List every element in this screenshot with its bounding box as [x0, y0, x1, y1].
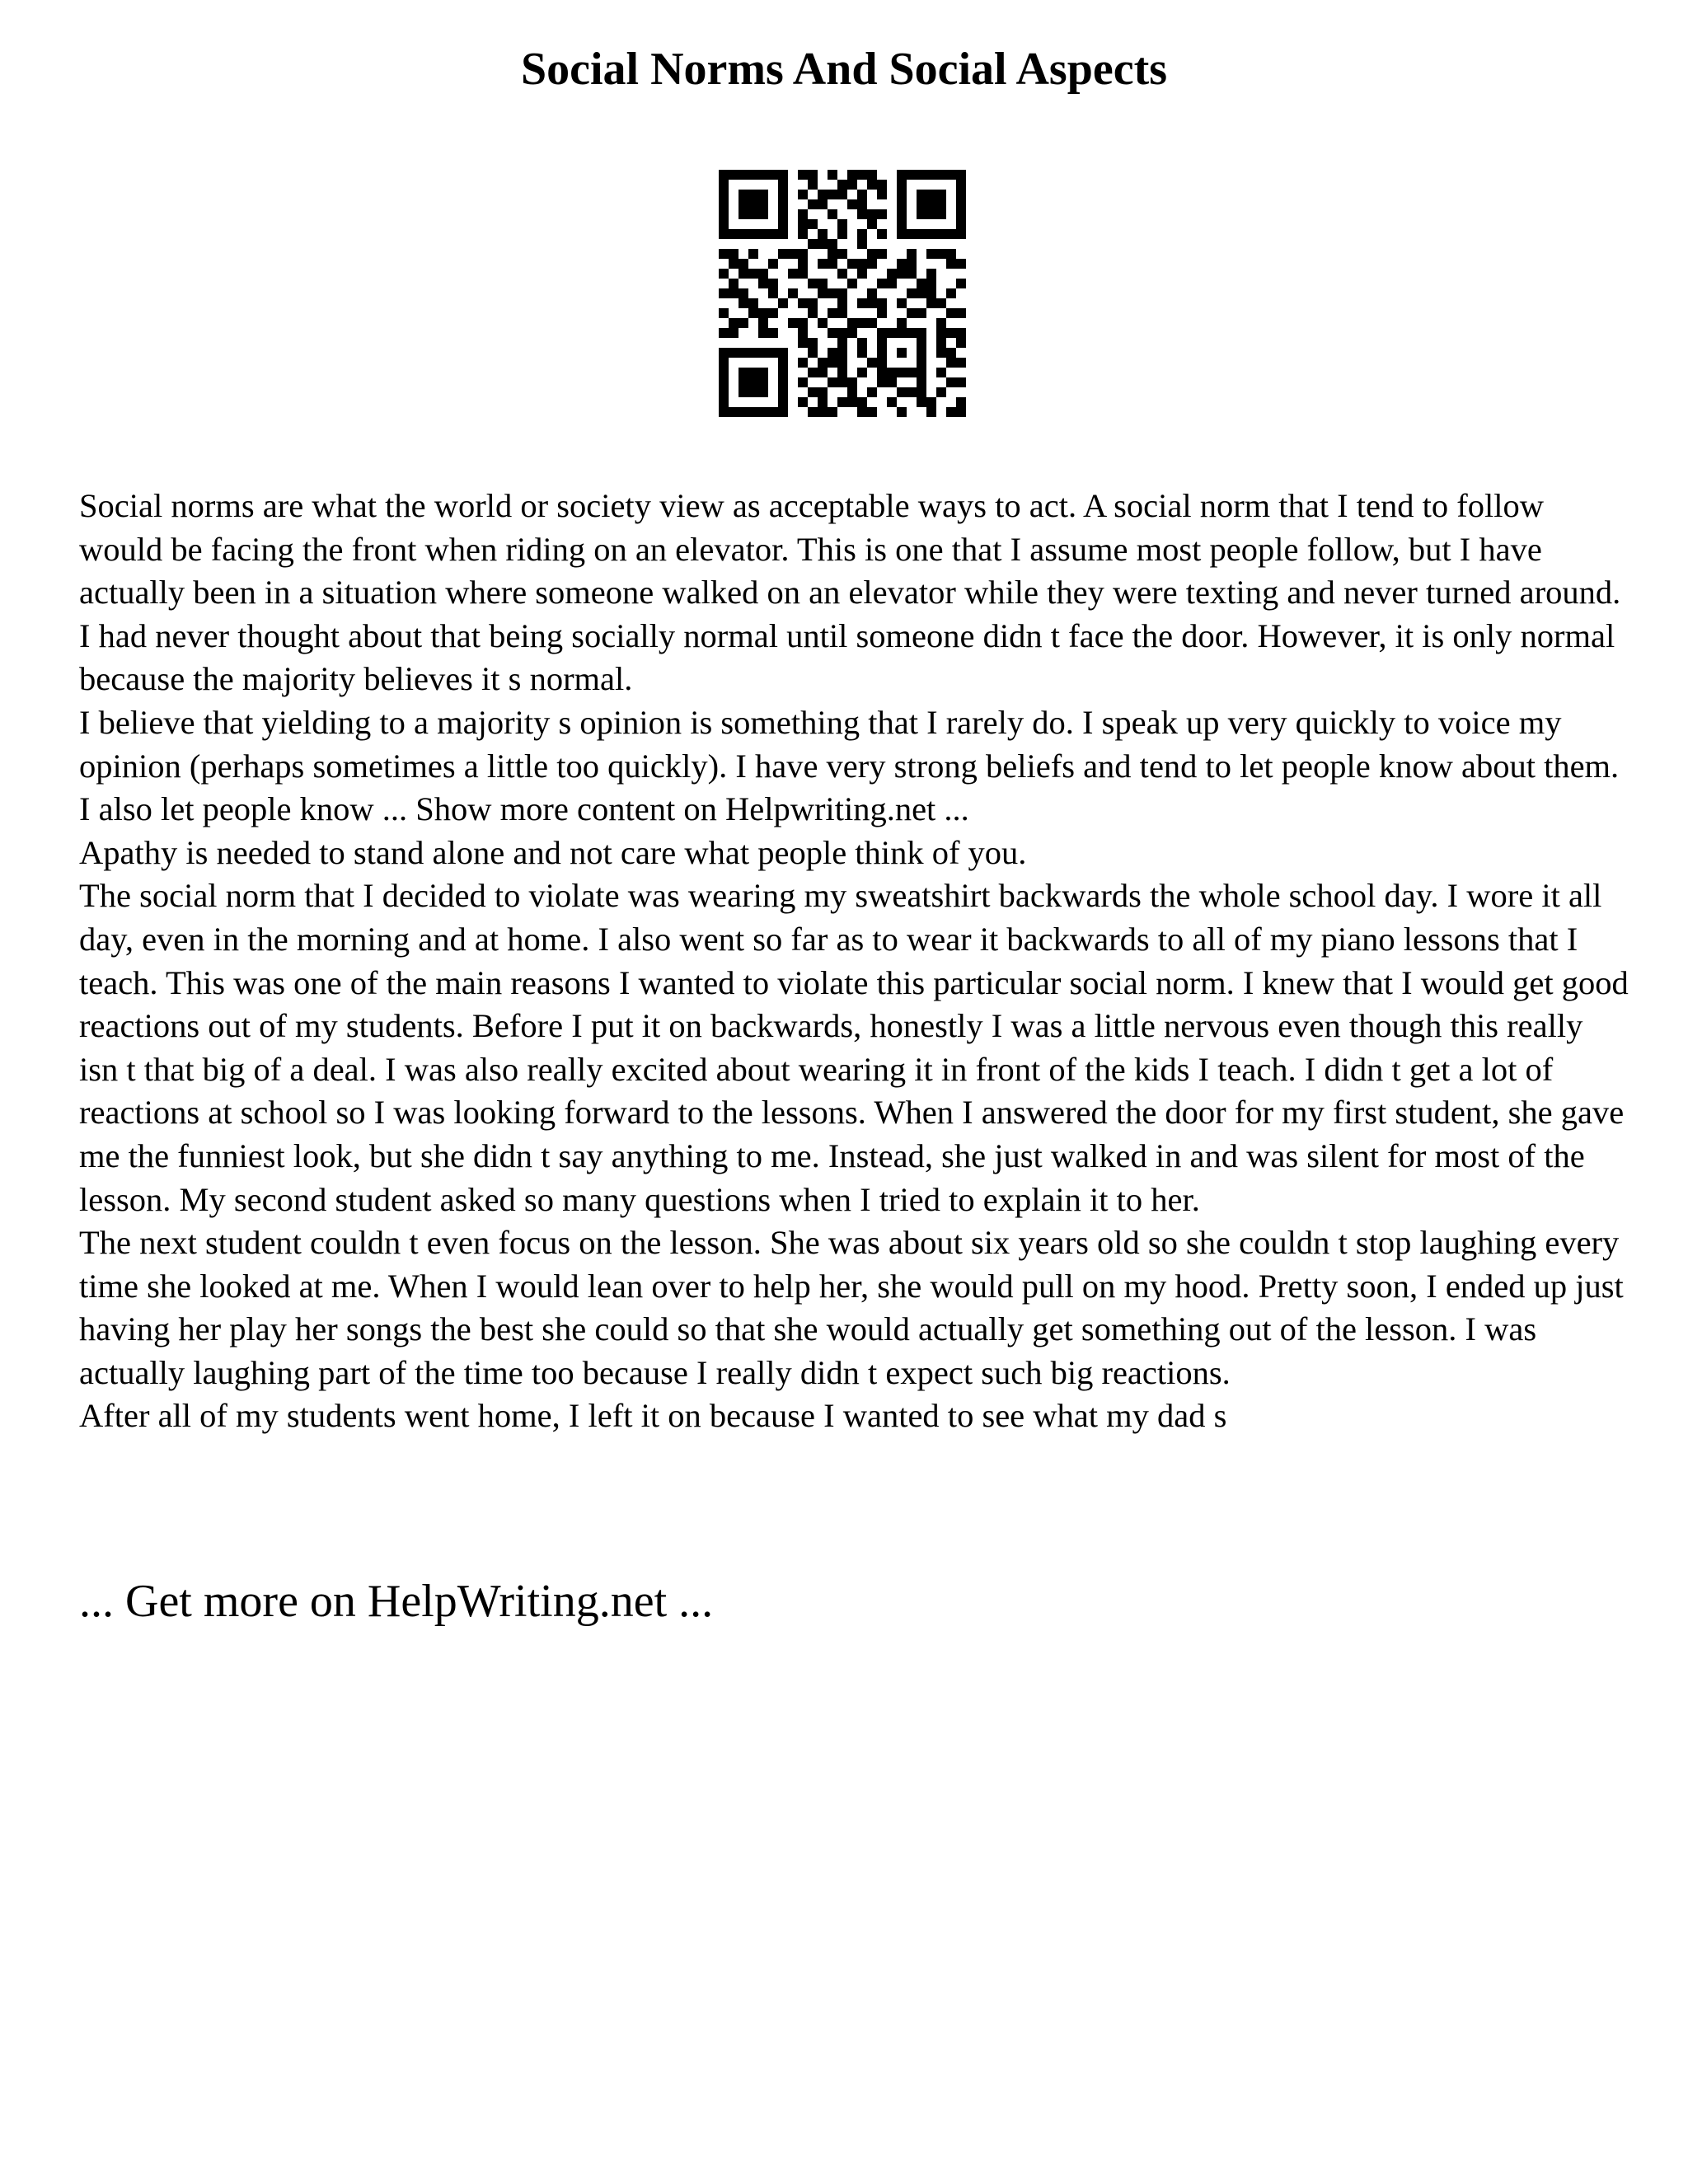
body-text [79, 485, 1629, 1438]
paragraph: Apathy is needed to stand alone and not care what people think of you. [79, 833, 1027, 871]
paragraph: The social norm that I decided to violate was wearing my sweatshirt backwards the whole school day. I wore it all day, even in the morning and at home. I also went so far as to wear it backwards to all of my piano lessons that I teach. This was one of the main reasons I wanted to violate this particular social norm. I knew that I would get good reactions out of my students. Before I put it on backwards, honestly I was a little nervous even though this really isn t that big of a deal. I was also really excited about wearing it in front of the kids I teach. I didn t get a lot of reactions at school so I was looking forward to the lessons. When I answered the door for my first student, she gave me the funniest look, but she didn t say anything to me. Instead, she just walked in and was silent for most of the lesson. My second student asked so many questions when I tried to explain it to her. [79, 877, 1629, 1218]
qr-code-icon [719, 170, 966, 417]
page-title: Social Norms And Social Aspects [520, 44, 1168, 95]
paragraph: After all of my students went home, I left it on because I wanted to see what my dad s [79, 1397, 1227, 1435]
get-more-link[interactable]: ... Get more on HelpWriting.net ... [79, 1576, 714, 1627]
paragraph: Social norms are what the world or society view as acceptable ways to act. A social norm that I tend to follow would be facing the front when riding on an elevator. This is one that I assume most people follow, but I have actually been in a situation where someone walked on an elevator while they were texting and never turned around. I had never thought about that being socially normal until someone didn t face the door. However, it is only normal because the majority believes it s normal. [79, 487, 1621, 698]
paragraph: I believe that yielding to a majority s opinion is something that I rarely do. I speak up very quickly to voice my opinion (perhaps sometimes a little too quickly). I have very strong beliefs and tend to let people know about them. I also let people know ... Show more content on Helpwriting.net ... [79, 703, 1620, 828]
paragraph: The next student couldn t even focus on the lesson. She was about six years old so she couldn t stop laughing every time she looked at me. When I would lean over to help her, she would pull on my hood. Pretty soon, I ended up just having her play her songs the best she could so that she would actually get something out of the lesson. I was actually laughing part of the time too because I really didn t expect such big reactions. [79, 1224, 1624, 1391]
